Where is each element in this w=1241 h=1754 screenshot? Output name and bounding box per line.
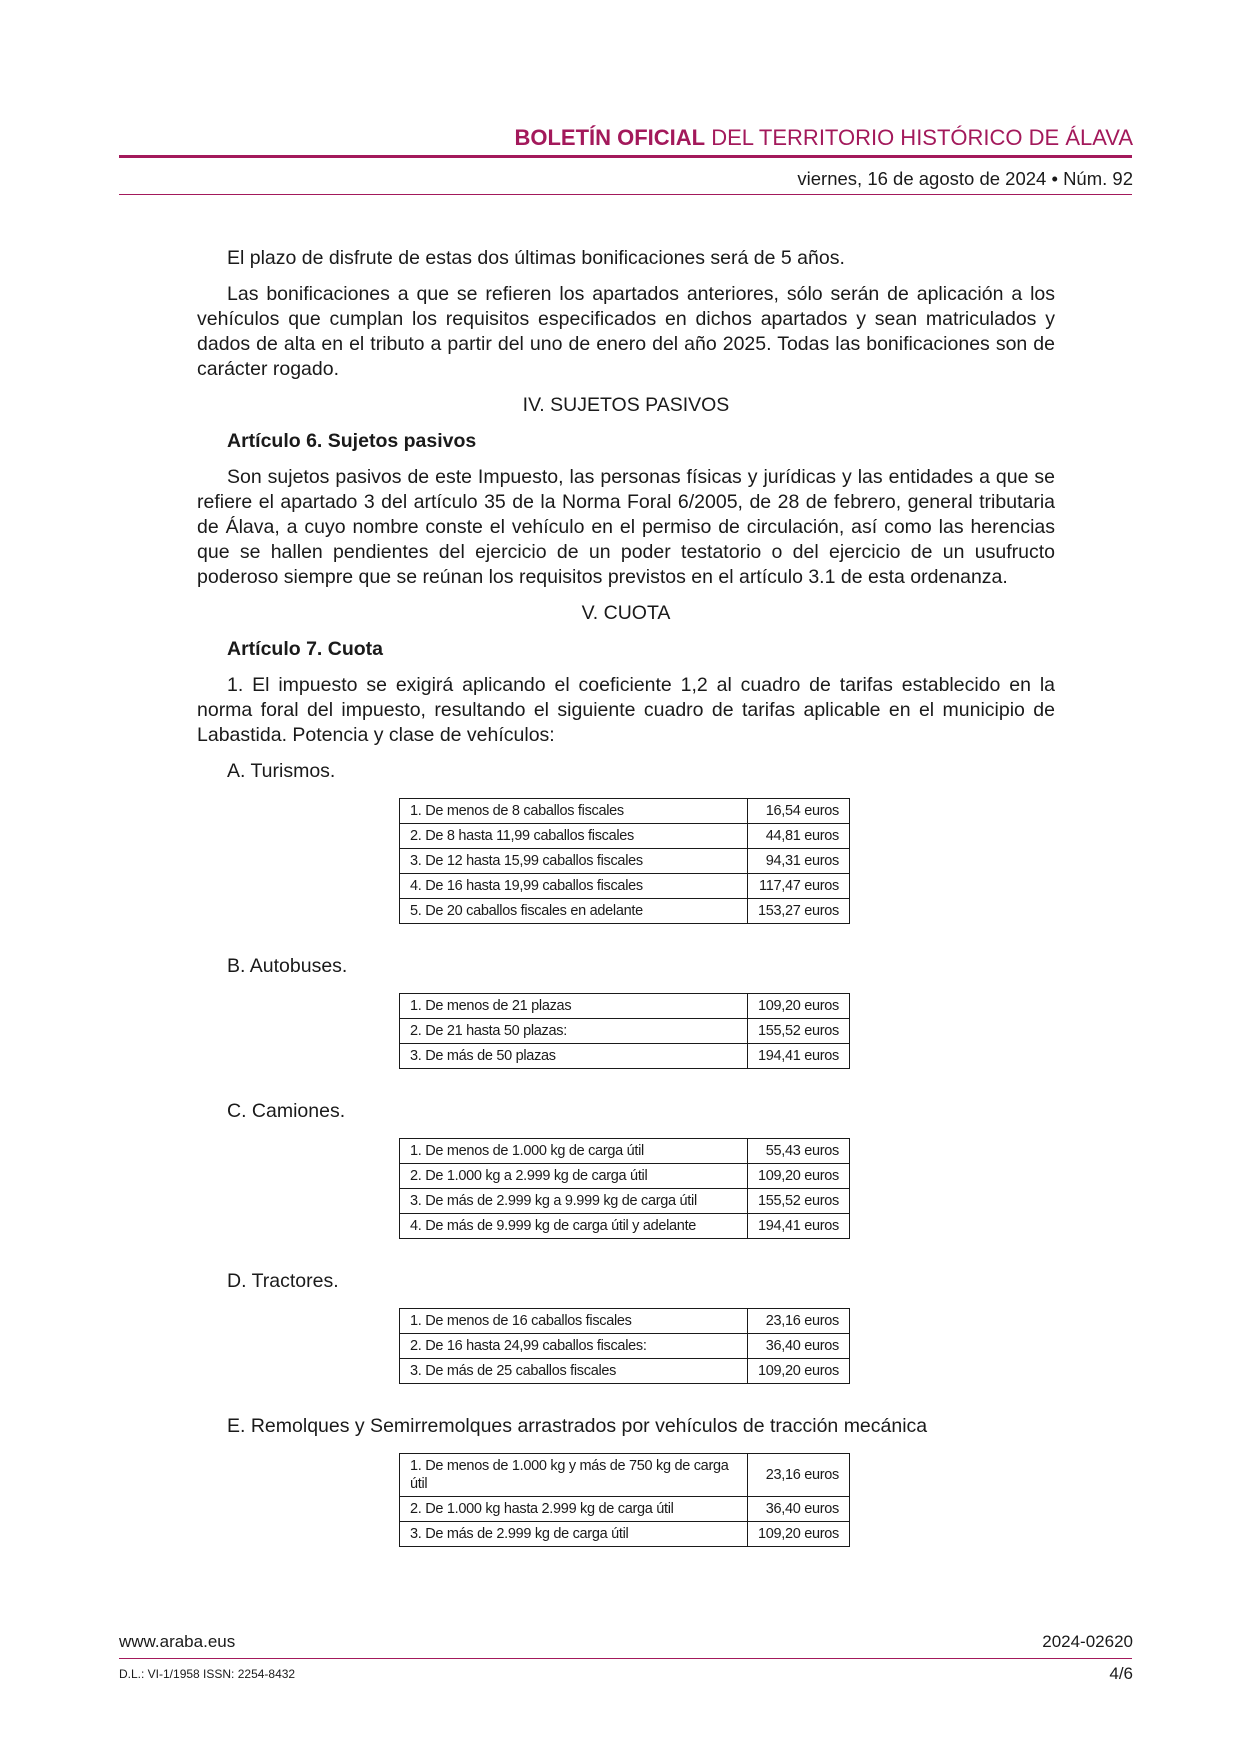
row-amount: 36,40 euros bbox=[747, 1334, 849, 1359]
row-desc: 2. De 16 hasta 24,99 caballos fiscales: bbox=[400, 1334, 748, 1359]
row-desc: 1. De menos de 21 plazas bbox=[400, 994, 748, 1019]
section-heading-v: V. CUOTA bbox=[581, 602, 671, 624]
table-row bbox=[400, 799, 850, 824]
paragraph-bonus-conditions: Las bonificaciones a que se refieren los apartados anteriores, sólo serán de aplicación a los vehículos que cumplan los requisitos especificados en dichos apartados y sean matriculados y dados de alta en el tributo a partir del uno de enero del año 2025. Todas las bonificaciones son de carácter rogado. bbox=[197, 283, 1055, 380]
table-row bbox=[400, 1522, 850, 1547]
footer-rule bbox=[119, 1658, 1132, 1659]
row-amount: 109,20 euros bbox=[747, 1164, 849, 1189]
row-desc: 2. De 8 hasta 11,99 caballos fiscales bbox=[400, 824, 748, 849]
row-desc: 5. De 20 caballos fiscales en adelante bbox=[400, 899, 748, 924]
label-remolques: E. Remolques y Semirremolques arrastrados por vehículos de tracción mecánica bbox=[227, 1415, 928, 1437]
label-turismos: A. Turismos. bbox=[227, 760, 336, 782]
section-heading-iv: IV. SUJETOS PASIVOS bbox=[522, 394, 730, 416]
row-amount: 153,27 euros bbox=[747, 899, 849, 924]
issue-date: viernes, 16 de agosto de 2024 • Núm. 92 bbox=[797, 168, 1133, 189]
footer-legal-info: D.L.: VI-1/1958 ISSN: 2254-8432 bbox=[119, 1667, 296, 1681]
document-body bbox=[197, 246, 1055, 1577]
table-row bbox=[400, 1019, 850, 1044]
row-desc: 1. De menos de 1.000 kg y más de 750 kg de carga útil bbox=[400, 1454, 748, 1497]
table-row bbox=[400, 899, 850, 924]
row-desc: 4. De 16 hasta 19,99 caballos fiscales bbox=[400, 874, 748, 899]
footer-website-link[interactable]: www.araba.eus bbox=[119, 1632, 236, 1651]
row-amount: 109,20 euros bbox=[747, 994, 849, 1019]
table-row bbox=[400, 849, 850, 874]
row-amount: 155,52 euros bbox=[747, 1019, 849, 1044]
row-amount: 16,54 euros bbox=[747, 799, 849, 824]
table-camiones bbox=[399, 1138, 850, 1239]
table-row bbox=[400, 1497, 850, 1522]
row-desc: 2. De 1.000 kg a 2.999 kg de carga útil bbox=[400, 1164, 748, 1189]
table-row bbox=[400, 1334, 850, 1359]
table-tractores bbox=[399, 1308, 850, 1384]
row-amount: 55,43 euros bbox=[747, 1139, 849, 1164]
row-amount: 109,20 euros bbox=[747, 1359, 849, 1384]
table-row bbox=[400, 874, 850, 899]
footer-document-code: 2024-02620 bbox=[1042, 1632, 1133, 1651]
row-amount: 23,16 euros bbox=[747, 1454, 849, 1497]
row-amount: 109,20 euros bbox=[747, 1522, 849, 1547]
row-amount: 194,41 euros bbox=[747, 1044, 849, 1069]
label-tractores: D. Tractores. bbox=[227, 1270, 339, 1292]
article-7-text: 1. El impuesto se exigirá aplicando el coeficiente 1,2 al cuadro de tarifas establecido en la norma foral del impuesto, resultando el siguiente cuadro de tarifas aplicable en el municipio de Labastida. Potencia y clase de vehículos: bbox=[197, 674, 1055, 746]
header-rule-thick bbox=[119, 155, 1132, 158]
table-row bbox=[400, 1139, 850, 1164]
article-7-title: Artículo 7. Cuota bbox=[227, 638, 384, 660]
table-remolques bbox=[399, 1453, 850, 1547]
row-amount: 36,40 euros bbox=[747, 1497, 849, 1522]
table-row bbox=[400, 824, 850, 849]
table-row bbox=[400, 1309, 850, 1334]
row-amount: 155,52 euros bbox=[747, 1189, 849, 1214]
row-amount: 44,81 euros bbox=[747, 824, 849, 849]
row-desc: 3. De más de 25 caballos fiscales bbox=[400, 1359, 748, 1384]
table-row bbox=[400, 1359, 850, 1384]
label-camiones: C. Camiones. bbox=[227, 1100, 346, 1122]
table-row bbox=[400, 994, 850, 1019]
table-row bbox=[400, 1044, 850, 1069]
row-desc: 2. De 21 hasta 50 plazas: bbox=[400, 1019, 748, 1044]
table-row bbox=[400, 1214, 850, 1239]
row-desc: 1. De menos de 8 caballos fiscales bbox=[400, 799, 748, 824]
row-amount: 194,41 euros bbox=[747, 1214, 849, 1239]
row-amount: 117,47 euros bbox=[747, 874, 849, 899]
table-autobuses bbox=[399, 993, 850, 1069]
row-desc: 1. De menos de 16 caballos fiscales bbox=[400, 1309, 748, 1334]
bulletin-title bbox=[514, 125, 1133, 151]
table-row bbox=[400, 1189, 850, 1214]
row-desc: 3. De más de 2.999 kg a 9.999 kg de carga útil bbox=[400, 1189, 748, 1214]
table-turismos bbox=[399, 798, 850, 924]
row-desc: 3. De más de 2.999 kg de carga útil bbox=[400, 1522, 748, 1547]
table-row bbox=[400, 1454, 850, 1497]
table-row bbox=[400, 1164, 850, 1189]
paragraph-bonus-period: El plazo de disfrute de estas dos últimas bonificaciones será de 5 años. bbox=[227, 247, 845, 269]
row-desc: 1. De menos de 1.000 kg de carga útil bbox=[400, 1139, 748, 1164]
row-desc: 3. De más de 50 plazas bbox=[400, 1044, 748, 1069]
page-number: 4/6 bbox=[1109, 1664, 1133, 1683]
article-6-title: Artículo 6. Sujetos pasivos bbox=[227, 430, 477, 452]
label-autobuses: B. Autobuses. bbox=[227, 955, 348, 977]
bulletin-title-bold: BOLETÍN OFICIAL bbox=[514, 125, 706, 150]
bulletin-title-rest: DEL TERRITORIO HISTÓRICO DE ÁLAVA bbox=[705, 125, 1133, 150]
article-6-text: Son sujetos pasivos de este Impuesto, las personas físicas y jurídicas y las entidades a que se refiere el apartado 3 del artículo 35 de la Norma Foral 6/2005, de 28 de febrero, general tributaria de Álava, a cuyo nombre conste el vehículo en el permiso de circulación, así como las herencias que se hallen pendientes del ejercicio de un poder testatorio o del ejercicio de un usufructo poderoso siempre que se reúnan los requisitos previstos en el artículo 3.1 de esta ordenanza. bbox=[197, 466, 1055, 588]
row-desc: 4. De más de 9.999 kg de carga útil y adelante bbox=[400, 1214, 748, 1239]
row-desc: 2. De 1.000 kg hasta 2.999 kg de carga útil bbox=[400, 1497, 748, 1522]
row-desc: 3. De 12 hasta 15,99 caballos fiscales bbox=[400, 849, 748, 874]
row-amount: 23,16 euros bbox=[747, 1309, 849, 1334]
row-amount: 94,31 euros bbox=[747, 849, 849, 874]
header-rule-thin bbox=[119, 194, 1132, 195]
